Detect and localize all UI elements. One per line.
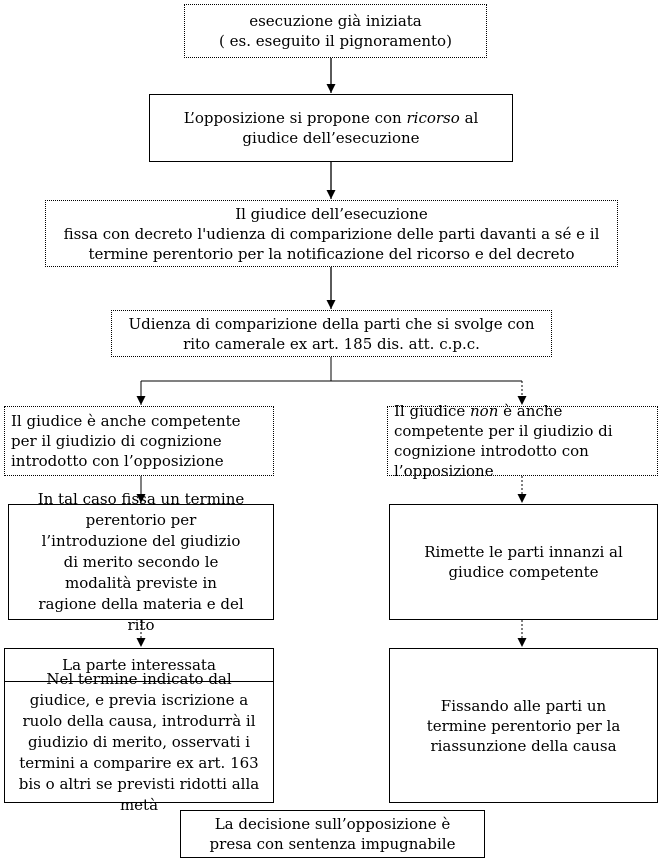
- non-competente-text-after: è anche competente per il giudizio di cognizione introdotto con l’opposizione: [394, 402, 613, 480]
- ricorso-emphasis: ricorso: [406, 109, 460, 127]
- box-nel-termine: [4, 669, 274, 814]
- udienza-text: Udienza di comparizione della parti che si svolge con rito camerale ex art. 185 dis. att. c.p.c.: [128, 314, 535, 353]
- box-decisione: [180, 810, 485, 858]
- ricorso-text-after: al giudice dell’esecuzione: [242, 109, 479, 147]
- nel-termine-text: Nel termine indicato dal giudice, e previa iscrizione a ruolo della causa, introdurrà il giudizio di merito, osservati i termini a comparire ex art. 163 bis o altri se previsti ridotti alla metà: [18, 669, 260, 814]
- box-competente: [4, 406, 274, 476]
- box-udienza: [111, 310, 552, 357]
- parte-interessata-text: La parte interessata: [62, 656, 216, 674]
- box-fissa-termine: [8, 489, 274, 634]
- decreto-line-2: fissa con decreto l'udienza di comparizione delle parti davanti a sé e il termine perentorio per la notificazione del ricorso e del decreto: [63, 224, 600, 263]
- box-rimette: [389, 504, 658, 620]
- box-fissando: [389, 648, 658, 803]
- ricorso-text-before: L’opposizione si propone con: [183, 109, 407, 127]
- start-line-1: esecuzione già iniziata: [249, 12, 422, 30]
- rimette-text: Rimette le parti innanzi al giudice competente: [424, 543, 623, 581]
- fissa-termine-text: In tal caso fissa un termine perentorio per l’introduzione del giudizio di merito secondo le modalità previste in ragione della materia e del rito: [37, 489, 245, 634]
- start-line-2: ( es. eseguito il pignoramento): [219, 32, 452, 50]
- box-ricorso: [149, 94, 513, 162]
- non-competente-text-before: Il giudice: [394, 402, 470, 420]
- fissando-text: Fissando alle parti un termine perentorio per la riassunzione della causa: [426, 696, 621, 755]
- box-non-competente: [387, 402, 658, 480]
- non-competente-emphasis: non: [470, 402, 499, 420]
- decisione-text: La decisione sull’opposizione è presa con sentenza impugnabile: [209, 815, 456, 853]
- box-start: [184, 4, 487, 58]
- box-decreto: [45, 200, 618, 267]
- competente-text: Il giudice è anche competente per il giudizio di cognizione introdotto con l’opposizione: [11, 412, 241, 470]
- decreto-line-1: Il giudice dell’esecuzione: [235, 204, 428, 223]
